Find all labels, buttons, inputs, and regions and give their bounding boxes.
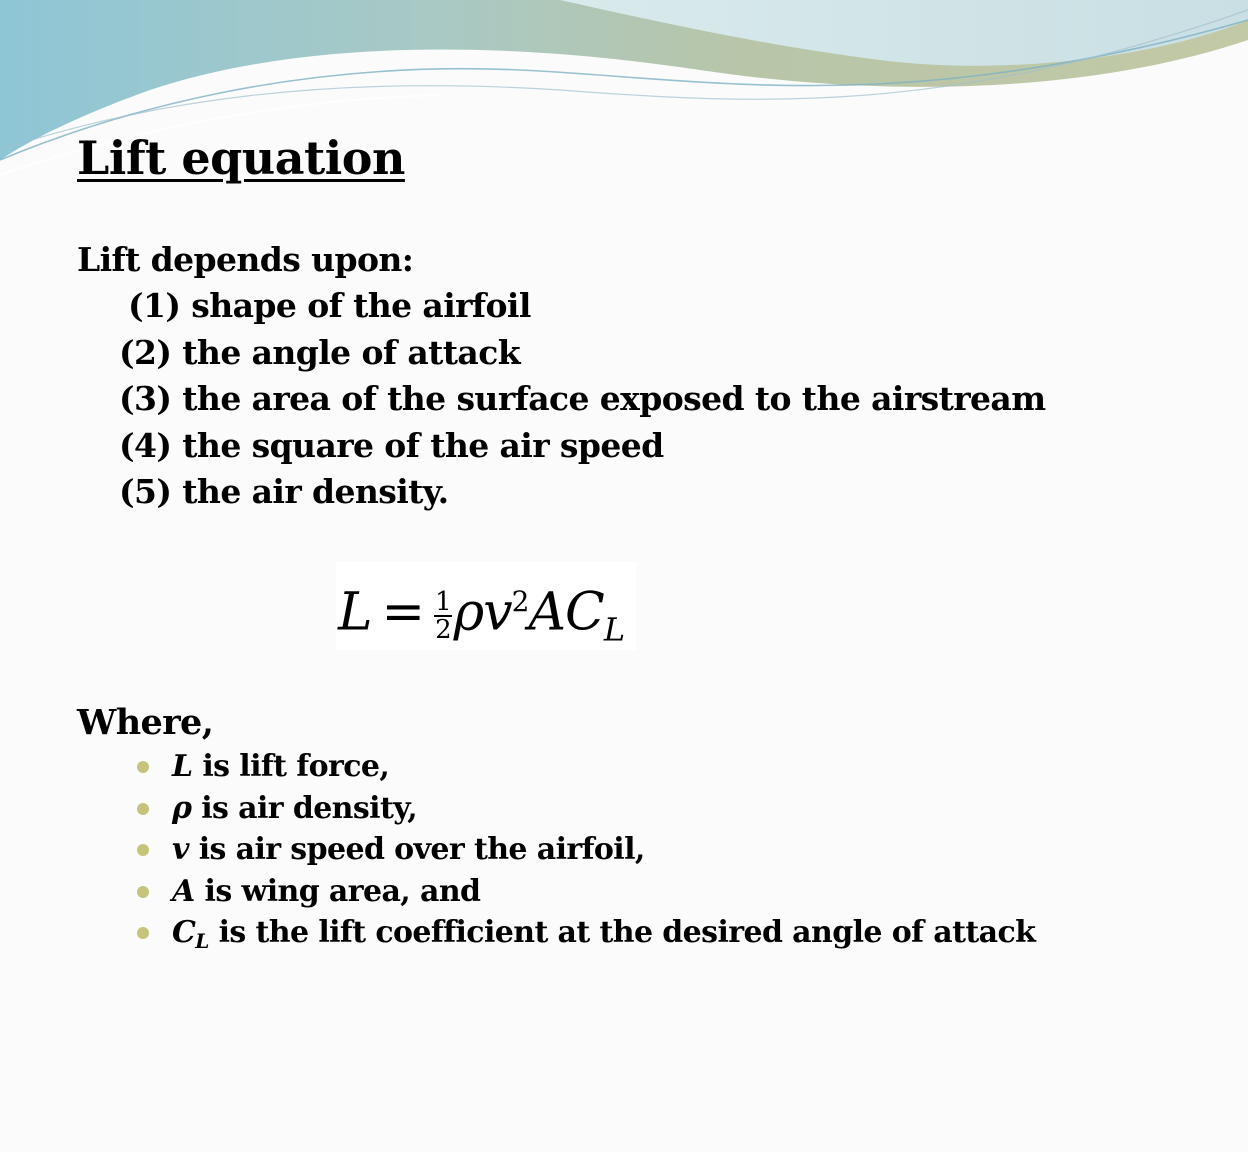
definition-symbol: v: [172, 832, 189, 867]
equation-area: A: [528, 582, 566, 643]
bullet-dot-icon: [137, 844, 149, 856]
equation-fraction-denominator: 2: [435, 614, 451, 645]
definition-text: is the lift coefficient at the desired angle of attack: [208, 915, 1036, 950]
intro-text: Lift depends upon:: [77, 240, 414, 279]
definition-item: [134, 746, 1035, 788]
definition-text: is air speed over the airfoil,: [188, 832, 645, 867]
definition-item: [134, 912, 1035, 963]
equation-lhs: L: [338, 582, 372, 643]
definition-symbol: A: [172, 873, 195, 909]
definition-symbol: L: [172, 749, 193, 784]
definitions-list: [134, 746, 1035, 963]
bullet-dot-icon: [137, 927, 149, 939]
factor-item: (1) shape of the airfoil: [128, 286, 531, 325]
equation-rho: ρ: [453, 582, 484, 643]
definition-symbol: ρ: [172, 790, 192, 826]
bullet-dot-icon: [137, 761, 149, 773]
bullet-dot-icon: [137, 886, 149, 898]
definition-text: is air density,: [191, 790, 418, 826]
equation-fraction-numerator: 1: [435, 586, 451, 617]
lift-factors-list: [119, 283, 1046, 516]
equation-coefficient: C: [565, 582, 604, 643]
factor-item: (3) the area of the surface exposed to the airstream: [119, 379, 1046, 418]
where-label: Where,: [77, 702, 214, 743]
equation-exponent: 2: [511, 585, 529, 618]
equation-equals: =: [381, 582, 425, 643]
equation-v: v: [483, 582, 512, 643]
lift-equation-image: [336, 562, 636, 650]
factor-item: (5) the air density.: [119, 472, 449, 511]
factor-item: (2) the angle of attack: [119, 332, 520, 372]
equation-fraction: [434, 586, 452, 645]
definition-subscript: L: [195, 929, 209, 953]
definition-item: [134, 829, 1035, 871]
bullet-dot-icon: [137, 803, 149, 815]
definition-text: is lift force,: [192, 749, 390, 784]
equation-coefficient-subscript: L: [603, 610, 625, 649]
definition-symbol: C: [172, 915, 196, 950]
factor-item: (4) the square of the air speed: [119, 425, 664, 465]
definition-item: [134, 871, 1035, 913]
definition-item: [134, 788, 1035, 830]
slide-title: Lift equation: [77, 131, 405, 185]
definition-text: is wing area, and: [194, 873, 481, 909]
